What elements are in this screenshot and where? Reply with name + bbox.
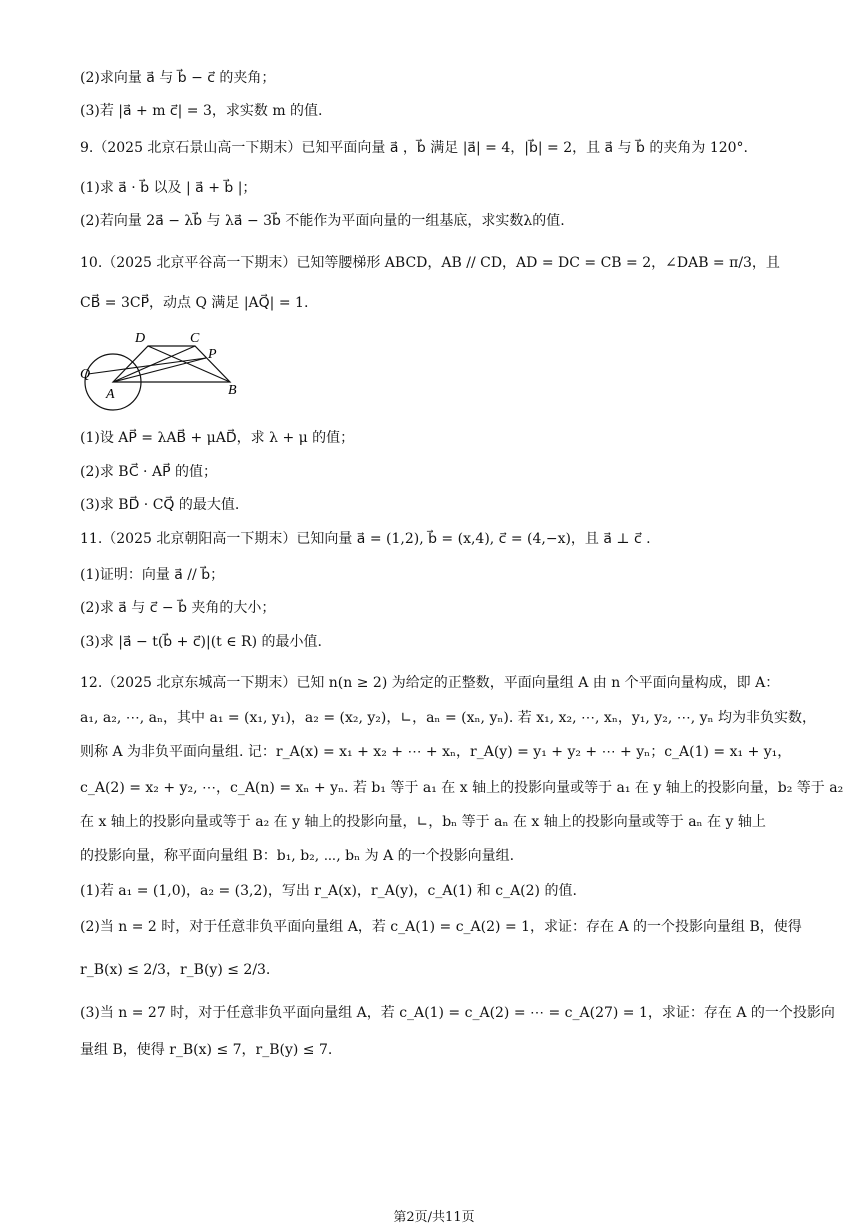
text-line: (1)证明：向量 a⃗ // b⃗；: [80, 567, 225, 583]
text-line: 量组 B，使得 r_B(x) ≤ 7，r_B(y) ≤ 7.: [80, 1042, 333, 1058]
text-line: (3)当 n = 27 时，对于任意非负平面向量组 A，若 c_A(1) = c_A(2) = ⋯ = c_A(27) = 1，求证：存在 A 的一个投影向: [80, 1005, 835, 1021]
label-q: Q: [80, 367, 91, 382]
page-footer: 第2页/共11页: [393, 1210, 475, 1225]
text-line: 10.（2025 北京平谷高一下期末）已知等腰梯形 ABCD，AB // CD，AD = DC = CB = 2，∠DAB = π/3，且: [80, 255, 780, 271]
text-line: (3)若 |a⃗ + m c⃗| = 3，求实数 m 的值.: [80, 103, 323, 119]
text-line: a₁, a₂, ⋯, aₙ，其中 a₁ = (x₁, y₁)，a₂ = (x₂, y₂)，∟，aₙ = (xₙ, yₙ). 若 x₁, x₂, ⋯, xₙ，y₁, y₂, ⋯, yₙ 均为非负实数，: [80, 710, 817, 726]
text-line: 11.（2025 北京朝阳高一下期末）已知向量 a⃗ = (1,2), b⃗ = (x,4), c⃗ = (4,−x)，且 a⃗ ⊥ c⃗ .: [80, 531, 651, 547]
text-line: (1)求 a⃗ · b⃗ 以及 | a⃗ + b⃗ |；: [80, 180, 257, 196]
text-line: (2)若向量 2a⃗ − λb⃗ 与 λa⃗ − 3b⃗ 不能作为平面向量的一组基底，求实数λ的值.: [80, 213, 565, 229]
label-d: D: [135, 331, 146, 346]
text-line: (2)求 BC⃗ · AP⃗ 的值；: [80, 464, 217, 480]
text-line: (1)若 a₁ = (1,0)，a₂ = (3,2)，写出 r_A(x)，r_A(y)，c_A(1) 和 c_A(2) 的值.: [80, 883, 577, 899]
text-line: c_A(2) = x₂ + y₂, ⋯，c_A(n) = xₙ + yₙ. 若 b₁ 等于 a₁ 在 x 轴上的投影向量或等于 a₁ 在 y 轴上的投影向量，b₂ 等于 a₂: [80, 780, 844, 796]
text-line: (3)求 |a⃗ − t(b⃗ + c⃗)|(t ∈ R) 的最小值.: [80, 634, 322, 650]
text-line: (3)求 BD⃗ · CQ⃗ 的最大值.: [80, 497, 240, 513]
text-line: 12.（2025 北京东城高一下期末）已知 n(n ≥ 2) 为给定的正整数，平面向量组 A 由 n 个平面向量构成，即 A：: [80, 675, 780, 691]
text-line: (2)当 n = 2 时，对于任意非负平面向量组 A，若 c_A(1) = c_A(2) = 1，求证：存在 A 的一个投影向量组 B，使得: [80, 919, 802, 935]
label-a: A: [106, 387, 115, 402]
text-line: (2)求 a⃗ 与 c⃗ − b⃗ 夹角的大小；: [80, 600, 276, 616]
text-line: r_B(x) ≤ 2/3，r_B(y) ≤ 2/3.: [80, 962, 271, 978]
label-c: C: [190, 331, 200, 346]
segment-qp: [88, 358, 206, 374]
text-line: 在 x 轴上的投影向量或等于 a₂ 在 y 轴上的投影向量，∟，bₙ 等于 aₙ 在 x 轴上的投影向量或等于 aₙ 在 y 轴上: [80, 814, 766, 830]
trapezoid-figure: [80, 326, 250, 418]
text-line: CB⃗ = 3CP⃗，动点 Q 满足 |AQ⃗| = 1.: [80, 295, 309, 311]
label-p: P: [208, 347, 217, 362]
text-line: 9.（2025 北京石景山高一下期末）已知平面向量 a⃗ ，b⃗ 满足 |a⃗| = 4，|b⃗| = 2，且 a⃗ 与 b⃗ 的夹角为 120°.: [80, 140, 748, 156]
text-line: 则称 A 为非负平面向量组. 记：r_A(x) = x₁ + x₂ + ⋯ + xₙ，r_A(y) = y₁ + y₂ + ⋯ + yₙ；c_A(1) = x₁ + y₁，: [80, 744, 792, 760]
text-line: 的投影向量，称平面向量组 B：b₁, b₂, ⋯, bₙ 为 A 的一个投影向量组.: [80, 848, 515, 864]
label-b: B: [228, 383, 237, 398]
text-line: (1)设 AP⃗ = λAB⃗ + μAD⃗，求 λ + μ 的值；: [80, 430, 355, 446]
text-line: (2)求向量 a⃗ 与 b⃗ − c⃗ 的夹角；: [80, 70, 276, 86]
